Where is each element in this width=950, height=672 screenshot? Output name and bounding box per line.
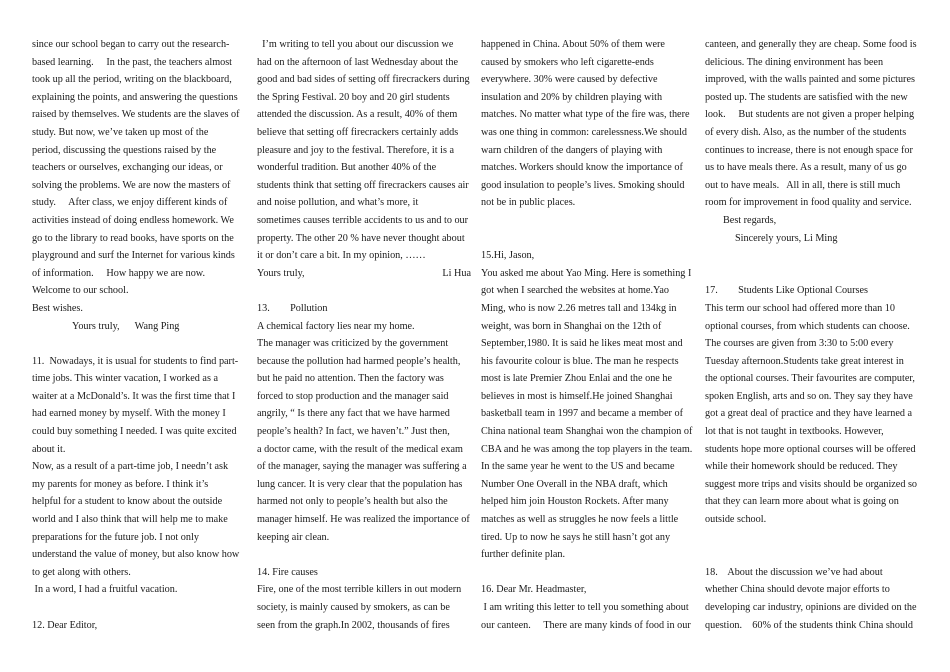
col4-line: the optional courses. Their favourites are computer, bbox=[705, 373, 915, 385]
col4-line bbox=[705, 265, 919, 283]
col1-line: of information. How happy we are now. bbox=[32, 267, 206, 279]
col1-line: study. But now, we’ve taken up most of the bbox=[32, 126, 209, 138]
col3-line: Number One Overall in the NBA draft, which bbox=[481, 478, 668, 490]
col3-line: basketball team in 1997 and became a member of bbox=[481, 408, 683, 420]
col2b-line: of the manager, saying the manager was suffering a bbox=[257, 461, 467, 473]
col2-line: sometimes causes terrible accidents to us and to our bbox=[257, 214, 469, 226]
col3-line: You asked me about Yao Ming. Here is something I bbox=[481, 267, 692, 279]
col3-line: warn children of the dangers of playing with bbox=[481, 144, 663, 156]
signature-line bbox=[257, 265, 471, 283]
col1-line: based learning. In the past, the teachers almost bbox=[32, 56, 233, 68]
col4-line: improved, with the walls painted and some pictures bbox=[705, 74, 915, 86]
col3-line: 15.Hi, Jason, bbox=[481, 250, 535, 262]
col2b-line: forced to stop production and the manager said bbox=[257, 390, 449, 402]
signature-name: Li Hua bbox=[442, 267, 471, 279]
col4-line: 18. About the discussion we’ve had about bbox=[705, 566, 883, 578]
col1-line: solving the problems. We are now the masters of bbox=[32, 179, 231, 191]
col3-line: good insulation to people’s lives. Smoking should bbox=[481, 179, 685, 191]
col4-line: room for improvement in food quality and service. bbox=[705, 197, 912, 209]
col1-line: raised by themselves. We students are the slaves of bbox=[32, 109, 240, 121]
col4-line: 17. Students Like Optional Courses bbox=[705, 285, 868, 297]
col2b-line: but he paid no attention. Then the factory was bbox=[257, 373, 444, 385]
col3-line: matches. No matter what type of the fire was, there bbox=[481, 109, 690, 121]
col3-line: was one thing in common: carelessness.We should bbox=[481, 126, 688, 138]
col2-line: good and bad sides of setting off firecrackers during bbox=[257, 74, 470, 86]
col2b-line: 14. Fire causes bbox=[257, 566, 318, 578]
col1-line: Now, as a result of a part-time job, I needn’t ask bbox=[32, 461, 229, 473]
col1-line: teachers or ourselves, exchanging our ideas, or bbox=[32, 162, 223, 174]
col2b-line: 13. Pollution bbox=[257, 302, 328, 314]
col4-line: optional courses, from which students can choose. bbox=[705, 320, 910, 332]
col4-line: This term our school had offered more than 10 bbox=[705, 302, 895, 314]
col4-line: Sincerely yours, Li Ming bbox=[735, 232, 838, 244]
col1-line: Best wishes. bbox=[32, 302, 83, 314]
col2-line: wonderful tradition. But another 40% of the bbox=[257, 162, 437, 174]
col1-line: waiter at a McDonald’s. It was the first time that I bbox=[32, 390, 236, 402]
col3-line: our canteen. There are many kinds of food in our bbox=[481, 619, 691, 631]
col3-line: weight, was born in Shanghai on the 12th of bbox=[481, 320, 662, 332]
column-1 bbox=[32, 36, 246, 634]
col2b-line bbox=[257, 546, 471, 564]
col3-line: Ming, who is now 2.26 metres tall and 134kg in bbox=[481, 302, 677, 314]
col2b-line: people’s health? In fact, we haven’t.” Just then, bbox=[257, 426, 450, 438]
col1-line bbox=[32, 599, 246, 617]
col1-line: could buy something I needed. I was quite excited bbox=[32, 426, 237, 438]
col4-line: while their homework should be reduced. They bbox=[705, 461, 898, 473]
col2-line: I’m writing to tell you about our discussion we bbox=[257, 39, 454, 50]
col3-line bbox=[481, 230, 695, 248]
col3-line: caused by smokers who left cigarette-ends bbox=[481, 56, 654, 68]
col4-line bbox=[705, 546, 919, 564]
col4-line: outside school. bbox=[705, 514, 767, 526]
col2b-line: lung cancer. It is very clear that the population has bbox=[257, 478, 463, 490]
col4-line: spoken English, arts and so on. They say they have bbox=[705, 390, 913, 402]
col2b-line: manager himself. He was realized the importance of bbox=[257, 514, 470, 526]
col4-line: canteen, and generally they are cheap. Some food is bbox=[705, 39, 917, 50]
col4-line: that they can learn more about what is going on bbox=[705, 496, 899, 508]
col1-line: understand the value of money, but also know how bbox=[32, 549, 240, 561]
col4-line: developing car industry, opinions are divided on the bbox=[705, 602, 917, 613]
col3-line: further definite plan. bbox=[481, 549, 566, 561]
col4-line bbox=[705, 247, 919, 265]
col1-line: period, discussing the questions raised by the bbox=[32, 144, 217, 156]
col4-line: got a great deal of practice and they have learned a bbox=[705, 408, 913, 420]
col3-line: China national team Shanghai won the champion of bbox=[481, 426, 693, 438]
col4-line: posted up. The students are satisfied with the new bbox=[705, 91, 908, 103]
col2b-line: seen from the graph.In 2002, thousands of fires bbox=[257, 619, 450, 631]
col3-line: CBA and he was among the top players in the team. bbox=[481, 443, 693, 455]
signature-closing: Yours truly, bbox=[257, 267, 305, 279]
column-3 bbox=[481, 36, 695, 634]
col1-line: about it. bbox=[32, 443, 66, 455]
col2b-line: A chemical factory lies near my home. bbox=[257, 320, 415, 332]
col4-line: students hope more optional courses will be offered bbox=[705, 443, 916, 455]
col1-line: had earned money by myself. With the money I bbox=[32, 408, 226, 420]
col4-line: Best regards, bbox=[723, 214, 777, 226]
column-4 bbox=[705, 36, 919, 634]
col4-line: look. But students are not given a proper helping bbox=[705, 109, 915, 121]
col1-line: 11. Nowadays, it is usual for students to find part- bbox=[32, 355, 239, 367]
col1-line: 12. Dear Editor, bbox=[32, 619, 98, 631]
col1-line: to get along with others. bbox=[32, 566, 131, 578]
col3-line: everywhere. 30% were caused by defective bbox=[481, 74, 658, 86]
col3-line: insulation and 20% by children playing with bbox=[481, 91, 663, 103]
col1-line: helpful for a student to know about the outside bbox=[32, 496, 223, 508]
col4-line: delicious. The dining environment has been bbox=[705, 56, 884, 68]
col1-line bbox=[32, 335, 246, 353]
col1-line: preparations for the future job. I not only bbox=[32, 531, 199, 543]
column-2 bbox=[257, 36, 471, 634]
col1-line: Welcome to our school. bbox=[32, 285, 129, 297]
col1-line: my parents for money as before. I think it’s bbox=[32, 478, 209, 490]
col2-line: property. The other 20 % have never thought about bbox=[257, 232, 465, 244]
col1-line: explaining the points, and answering the questions bbox=[32, 91, 238, 103]
col3-line bbox=[481, 564, 695, 582]
col1-line: playground and surf the Internet for various kinds bbox=[32, 250, 235, 262]
col2-line: it or don’t care a bit. In my opinion, …… bbox=[257, 250, 426, 262]
col3-line: 16. Dear Mr. Headmaster, bbox=[481, 584, 587, 596]
col3-line: believes in most is himself.He joined Shanghai bbox=[481, 390, 673, 402]
col2-line: pleasure and joy to the festival. Therefore, it is a bbox=[257, 144, 454, 156]
col3-line: matches as well as struggles he now feels a little bbox=[481, 514, 679, 526]
col2b-line: society, is mainly caused by smokers, as can be bbox=[257, 602, 450, 613]
col3-line: got when I searched the websites at home.Yao bbox=[481, 285, 669, 297]
col2-line: attended the discussion. As a result, 40% of them bbox=[257, 109, 458, 121]
col3-line: matches. Workers should know the importance of bbox=[481, 162, 683, 174]
col2-line: students think that setting off firecrackers causes air bbox=[257, 179, 469, 191]
col1-line: go to the library to read books, have sports on the bbox=[32, 232, 234, 244]
col2b-line: harmed not only to people’s health but also the bbox=[257, 496, 448, 508]
col1-line: took up all the period, writing on the blackboard, bbox=[32, 74, 232, 86]
col1-line: In a word, I had a fruitful vacation. bbox=[32, 584, 178, 596]
col4-line: out to have meals. All in all, there is still much bbox=[705, 179, 901, 191]
col2b-line: keeping air clean. bbox=[257, 531, 330, 543]
col4-line: lot that is not taught in textbooks. However, bbox=[705, 426, 884, 438]
col2-line: believe that setting off firecrackers certainly adds bbox=[257, 126, 459, 138]
col4-line: of every dish. Also, as the number of the students bbox=[705, 126, 907, 138]
col3-line bbox=[481, 212, 695, 230]
col3-line: not be in public places. bbox=[481, 197, 576, 209]
col4-line: continues to increase, there is not enough space for bbox=[705, 144, 913, 156]
col2b-line: The manager was criticized by the government bbox=[257, 338, 449, 350]
col3-line: happened in China. About 50% of them were bbox=[481, 39, 665, 50]
col3-line: helped him join Houston Rockets. After many bbox=[481, 496, 669, 508]
col1-line: study. After class, we enjoy different kinds of bbox=[32, 197, 228, 209]
col1-line: Yours truly, Wang Ping bbox=[72, 320, 180, 332]
col4-line: us to have meals there. As a result, many of us go bbox=[705, 162, 907, 174]
col1-line: world and I also think that will help me to make bbox=[32, 514, 228, 526]
col2b-line bbox=[257, 282, 471, 300]
col3-line: most is late Premier Zhou Enlai and the one he bbox=[481, 373, 672, 385]
col2b-line: angrily, “ Is there any fact that we have harmed bbox=[257, 408, 450, 420]
col3-line: tired. Up to now he says he still hasn’t got any bbox=[481, 531, 671, 543]
col4-line bbox=[705, 529, 919, 547]
col3-line: In the same year he went to the US and became bbox=[481, 461, 675, 473]
col1-line: since our school began to carry out the research- bbox=[32, 39, 230, 50]
col2-line: and noise pollution, and what’s more, it bbox=[257, 197, 419, 209]
col1-line: time jobs. This winter vacation, I worked as a bbox=[32, 373, 218, 385]
col2b-line: a doctor came, with the result of the medical exam bbox=[257, 443, 463, 455]
col4-line: question. 60% of the students think China should bbox=[705, 619, 913, 631]
col3-line: his favourite colour is blue. The man he respects bbox=[481, 355, 679, 367]
col4-line: Tuesday afternoon.Students take great interest in bbox=[705, 355, 904, 367]
col4-line: The courses are given from 3:30 to 5:00 every bbox=[705, 338, 894, 350]
col1-line: activities instead of doing endless homework. We bbox=[32, 214, 234, 226]
col2-line: the Spring Festival. 20 boy and 20 girl students bbox=[257, 91, 450, 103]
col2b-line: Fire, one of the most terrible killers in out modern bbox=[257, 584, 462, 596]
col3-line: I am writing this letter to tell you something about bbox=[481, 602, 689, 613]
col4-line: whether China should devote major efforts to bbox=[705, 584, 890, 596]
col3-line: September,1980. It is said he likes meat most and bbox=[481, 338, 683, 350]
col4-line: suggest more trips and visits should be organized so bbox=[705, 478, 918, 490]
col2-line: had on the afternoon of last Wednesday about the bbox=[257, 56, 458, 68]
col2b-line: because the pollution had harmed people’s health, bbox=[257, 355, 461, 367]
